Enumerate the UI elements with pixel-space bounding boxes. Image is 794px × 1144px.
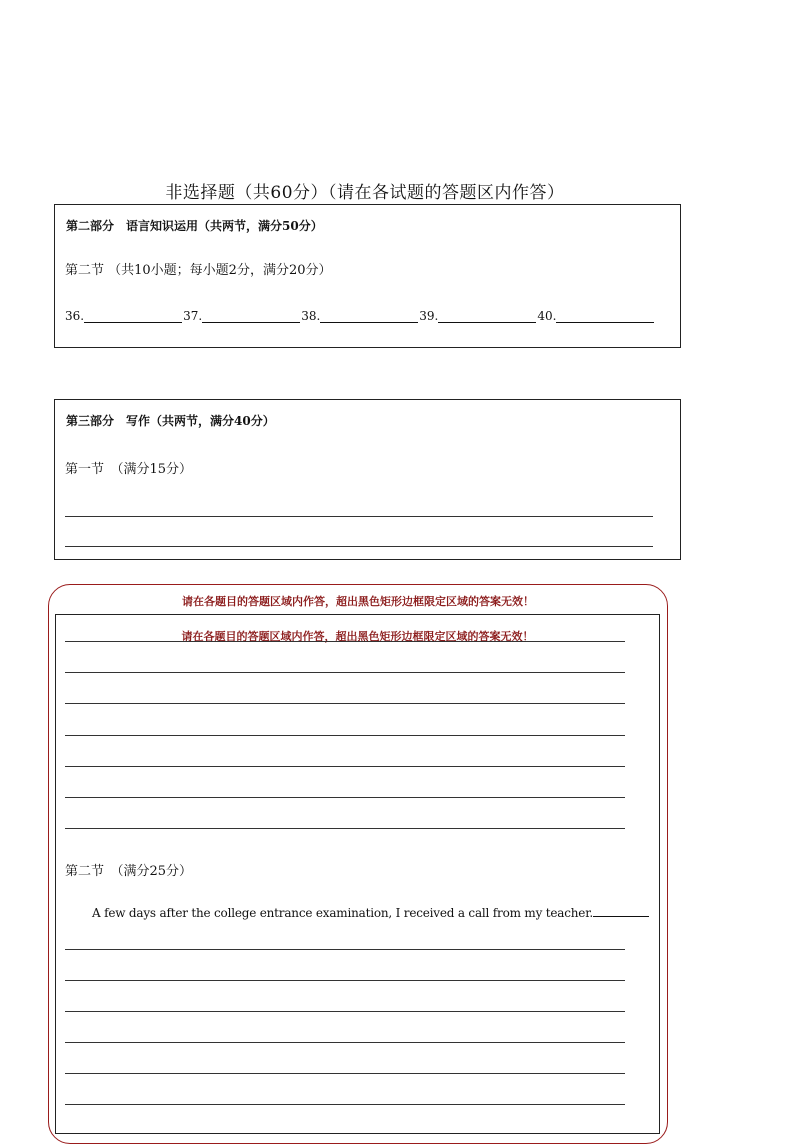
writing-line[interactable] — [65, 516, 653, 517]
section2-writing-heading: 第二节 （满分25分） — [65, 864, 193, 879]
writing-line[interactable] — [65, 1042, 625, 1043]
blank-number: 36. — [65, 309, 85, 323]
writing-line[interactable] — [65, 766, 625, 767]
blank-row — [65, 309, 655, 323]
writing-prompt-text: A few days after the college entrance examination, I received a call from my teacher. — [92, 906, 594, 920]
writing-line[interactable] — [65, 672, 625, 673]
writing-line[interactable] — [65, 980, 625, 981]
blank-item-38[interactable] — [301, 309, 419, 323]
writing-line[interactable] — [65, 703, 625, 704]
writing-prompt — [92, 904, 649, 920]
writing-line[interactable] — [65, 828, 625, 829]
part2-answer-box — [54, 204, 681, 348]
part2-heading: 第二部分 语言知识运用（共两节，满分50分） — [66, 219, 323, 233]
answer-blank[interactable] — [438, 310, 536, 323]
writing-line[interactable] — [65, 1104, 625, 1105]
writing-line[interactable] — [65, 797, 625, 798]
blank-item-37[interactable] — [183, 309, 301, 323]
part3-section1-heading: 第一节 （满分15分） — [65, 462, 193, 477]
answer-blank[interactable] — [202, 310, 300, 323]
prompt-blank[interactable] — [593, 904, 649, 917]
part3-heading: 第三部分 写作（共两节，满分40分） — [66, 414, 275, 428]
blank-item-40[interactable] — [537, 309, 655, 323]
answer-region-notice: 请在各题目的答题区域内作答，超出黑色矩形边框限定区域的答案无效！ — [182, 595, 534, 608]
part2-section2-heading: 第二节 （共10小题；每小题2分，满分20分） — [65, 263, 332, 278]
writing-line[interactable] — [65, 1073, 625, 1074]
blank-item-39[interactable] — [419, 309, 537, 323]
blank-number: 40. — [537, 309, 557, 323]
writing-line[interactable] — [65, 735, 625, 736]
writing-line[interactable] — [65, 546, 653, 547]
blank-item-36[interactable] — [65, 309, 183, 323]
inner-answer-region-notice: 请在各题目的答题区域内作答，超出黑色矩形边框限定区域的答案无效！ — [181, 630, 534, 643]
answer-blank[interactable] — [320, 310, 418, 323]
blank-number: 37. — [183, 309, 203, 323]
answer-blank[interactable] — [84, 310, 182, 323]
blank-number: 39. — [419, 309, 439, 323]
page-title: 非选择题（共60分）（请在各试题的答题区内作答） — [165, 183, 565, 203]
answer-blank[interactable] — [556, 310, 654, 323]
blank-number: 38. — [301, 309, 321, 323]
part3-answer-box — [54, 399, 681, 560]
writing-line[interactable] — [65, 949, 625, 950]
writing-line[interactable] — [65, 641, 625, 642]
writing-line[interactable] — [65, 1011, 625, 1012]
